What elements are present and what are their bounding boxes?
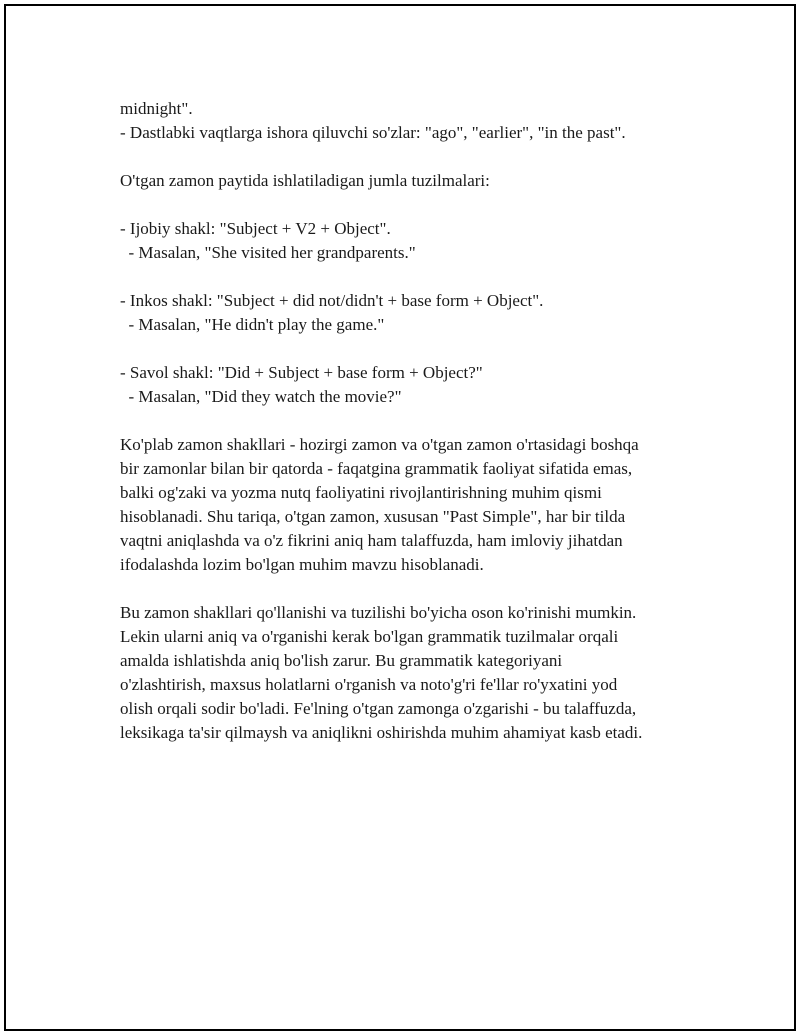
- text-line: - Dastlabki vaqtlarga ishora qiluvchi so'zlar: "ago", "earlier", "in the past".: [120, 123, 626, 142]
- blank-line: [120, 577, 710, 601]
- text-line: - Inkos shakl: "Subject + did not/didn't + base form + Object".: [120, 291, 544, 310]
- text-line: midnight".: [120, 99, 193, 118]
- text-line: ifodalashda lozim bo'lgan muhim mavzu hisoblanadi.: [120, 555, 484, 574]
- text-line: O'tgan zamon paytida ishlatiladigan jumla tuzilmalari:: [120, 171, 490, 190]
- blank-line: [120, 193, 710, 217]
- text-line: leksikaga ta'sir qilmaysh va aniqlikni oshirishda muhim ahamiyat kasb etadi.: [120, 723, 643, 742]
- blank-line: [120, 265, 710, 289]
- document-body: [120, 97, 710, 745]
- text-line: amalda ishlatishda aniq bo'lish zarur. Bu grammatik kategoriyani: [120, 651, 563, 670]
- blank-line: [120, 337, 710, 361]
- text-line: bir zamonlar bilan bir qatorda - faqatgina grammatik faoliyat sifatida emas,: [120, 459, 633, 478]
- text-line: - Savol shakl: "Did + Subject + base form + Object?": [120, 363, 483, 382]
- text-line: - Masalan, "Did they watch the movie?": [120, 387, 402, 406]
- text-line: o'zlashtirish, maxsus holatlarni o'rganish va noto'g'ri fe'llar ro'yxatini yod: [120, 675, 618, 694]
- text-line: Lekin ularni aniq va o'rganishi kerak bo'lgan grammatik tuzilmalar orqali: [120, 627, 619, 646]
- text-line: hisoblanadi. Shu tariqa, o'tgan zamon, xususan "Past Simple", har bir tilda: [120, 507, 626, 526]
- text-line: vaqtni aniqlashda va o'z fikrini aniq ham talaffuzda, ham imloviy jihatdan: [120, 531, 623, 550]
- text-line: - Masalan, "He didn't play the game.": [120, 315, 385, 334]
- blank-line: [120, 409, 710, 433]
- text-line: - Masalan, "She visited her grandparents.": [120, 243, 416, 262]
- text-line: - Ijobiy shakl: "Subject + V2 + Object".: [120, 219, 391, 238]
- document-page: [4, 4, 796, 1031]
- text-line: olish orqali sodir bo'ladi. Fe'lning o'tgan zamonga o'zgarishi - bu talaffuzda,: [120, 699, 637, 718]
- text-line: balki og'zaki va yozma nutq faoliyatini rivojlantirishning muhim qismi: [120, 483, 602, 502]
- text-line: Bu zamon shakllari qo'llanishi va tuzilishi bo'yicha oson ko'rinishi mumkin.: [120, 603, 637, 622]
- blank-line: [120, 145, 710, 169]
- text-line: Ko'plab zamon shakllari - hozirgi zamon va o'tgan zamon o'rtasidagi boshqa: [120, 435, 639, 454]
